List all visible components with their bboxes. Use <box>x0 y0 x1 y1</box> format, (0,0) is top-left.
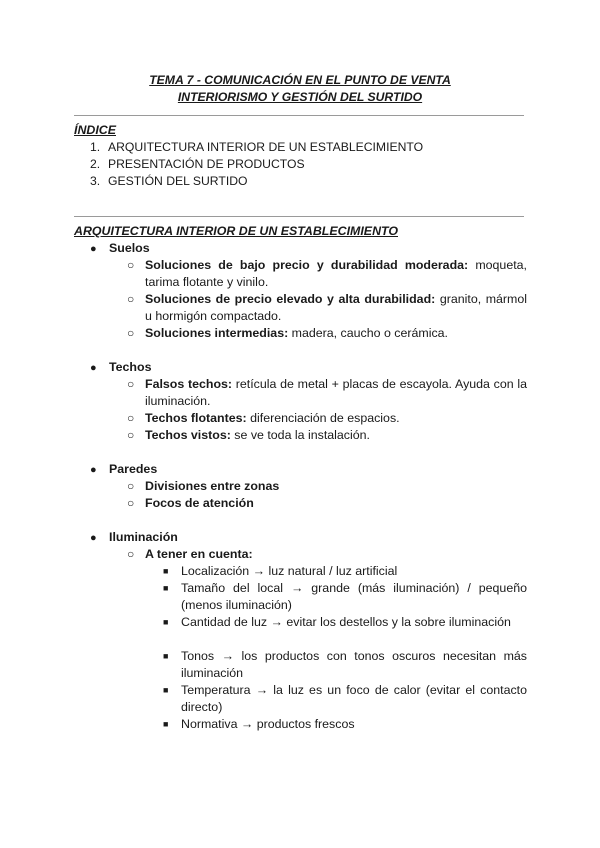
item-description: moqueta, tarima flotante y vinilo. <box>145 258 527 289</box>
list-item-suelos-1 <box>127 257 527 291</box>
item-term: Focos de atención <box>145 496 254 510</box>
document-title-line1: TEMA 7 - COMUNICACIÓN EN EL PUNTO DE VENTA <box>149 73 451 87</box>
list-item-iluminacion-6 <box>163 716 527 733</box>
list-item-iluminacion-4 <box>163 648 527 682</box>
bullet-disc-icon: ● <box>90 464 97 476</box>
index-heading: ÍNDICE <box>74 123 116 137</box>
bullet-circle-icon: ○ <box>127 326 135 340</box>
list-item-label: Iluminación <box>109 530 178 544</box>
list-item-iluminacion-2 <box>163 580 527 614</box>
list-item-iluminacion-sub <box>127 546 527 563</box>
list-item-paredes-1 <box>127 478 527 495</box>
list-item-techos-1 <box>127 376 527 410</box>
list-item-iluminacion-1 <box>163 563 527 580</box>
bullet-circle-icon: ○ <box>127 258 135 272</box>
bullet-disc-icon: ● <box>90 243 97 255</box>
index-item-text: PRESENTACIÓN DE PRODUCTOS <box>108 157 305 171</box>
bullet-square-icon: ■ <box>163 685 169 695</box>
list-item-paredes-2 <box>127 495 527 512</box>
index-item-number: 1. <box>90 140 101 154</box>
list-item-paredes <box>90 461 157 479</box>
item-term: Divisiones entre zonas <box>145 479 280 493</box>
section1-heading: ARQUITECTURA INTERIOR DE UN ESTABLECIMIENTO <box>74 224 398 238</box>
item-term: Falsos techos: <box>145 377 233 391</box>
item-description: retícula de metal + placas de escayola. Ayuda con la iluminación. <box>145 377 527 408</box>
item-term: Techos vistos: <box>145 428 231 442</box>
index-item-2 <box>90 156 305 173</box>
bullet-square-icon: ■ <box>163 566 169 576</box>
bullet-square-icon: ■ <box>163 617 169 627</box>
list-item-techos-3 <box>127 427 527 444</box>
item-description: se ve toda la instalación. <box>230 428 370 442</box>
list-item-techos-2 <box>127 410 527 427</box>
index-divider <box>74 216 524 217</box>
list-item-label: Paredes <box>109 462 158 476</box>
item-description: Tonos → los productos con tonos oscuros necesitan más iluminación <box>181 649 527 680</box>
list-item-techos <box>90 359 151 377</box>
index-item-number: 3. <box>90 174 101 188</box>
bullet-circle-icon: ○ <box>127 377 135 391</box>
list-item-iluminacion <box>90 529 178 547</box>
list-item-suelos-2 <box>127 291 527 325</box>
bullet-square-icon: ■ <box>163 651 169 661</box>
list-item-suelos-3 <box>127 325 527 342</box>
bullet-circle-icon: ○ <box>127 292 135 306</box>
title-divider <box>74 115 524 116</box>
list-item-iluminacion-3 <box>163 614 527 631</box>
bullet-circle-icon: ○ <box>127 428 135 442</box>
item-term: Soluciones de precio elevado y alta durabilidad: <box>145 292 436 306</box>
item-description: Normativa → productos frescos <box>181 717 355 731</box>
list-item-label: Techos <box>109 360 152 374</box>
list-item-suelos <box>90 240 150 258</box>
index-item-text: GESTIÓN DEL SURTIDO <box>108 174 248 188</box>
list-item-label: Suelos <box>109 241 150 255</box>
item-term: Soluciones de bajo precio y durabilidad moderada: <box>145 258 469 272</box>
item-description: diferenciación de espacios. <box>246 411 400 425</box>
bullet-circle-icon: ○ <box>127 411 135 425</box>
bullet-disc-icon: ● <box>90 532 97 544</box>
item-term: Techos flotantes: <box>145 411 247 425</box>
item-description: granito, mármol u hormigón compactado. <box>145 292 527 323</box>
item-description: Localización → luz natural / luz artificial <box>181 564 398 578</box>
index-item-1 <box>90 139 423 156</box>
item-description: Temperatura → la luz es un foco de calor (evitar el contacto directo) <box>181 683 527 714</box>
item-description: Cantidad de luz → evitar los destellos y la sobre iluminación <box>181 615 511 629</box>
item-description: Tamaño del local → grande (más iluminación) / pequeño (menos iluminación) <box>181 581 527 612</box>
item-term: Soluciones intermedias: <box>145 326 289 340</box>
bullet-circle-icon: ○ <box>127 479 135 493</box>
bullet-disc-icon: ● <box>90 362 97 374</box>
item-term: A tener en cuenta: <box>145 547 253 561</box>
bullet-square-icon: ■ <box>163 583 169 593</box>
list-item-iluminacion-5 <box>163 682 527 716</box>
bullet-square-icon: ■ <box>163 719 169 729</box>
index-item-number: 2. <box>90 157 101 171</box>
index-item-3 <box>90 173 248 190</box>
item-description: madera, caucho o cerámica. <box>288 326 448 340</box>
bullet-circle-icon: ○ <box>127 496 135 510</box>
bullet-circle-icon: ○ <box>127 547 135 561</box>
document-title-line2: INTERIORISMO Y GESTIÓN DEL SURTIDO <box>177 90 423 104</box>
index-item-text: ARQUITECTURA INTERIOR DE UN ESTABLECIMIENTO <box>108 140 424 154</box>
